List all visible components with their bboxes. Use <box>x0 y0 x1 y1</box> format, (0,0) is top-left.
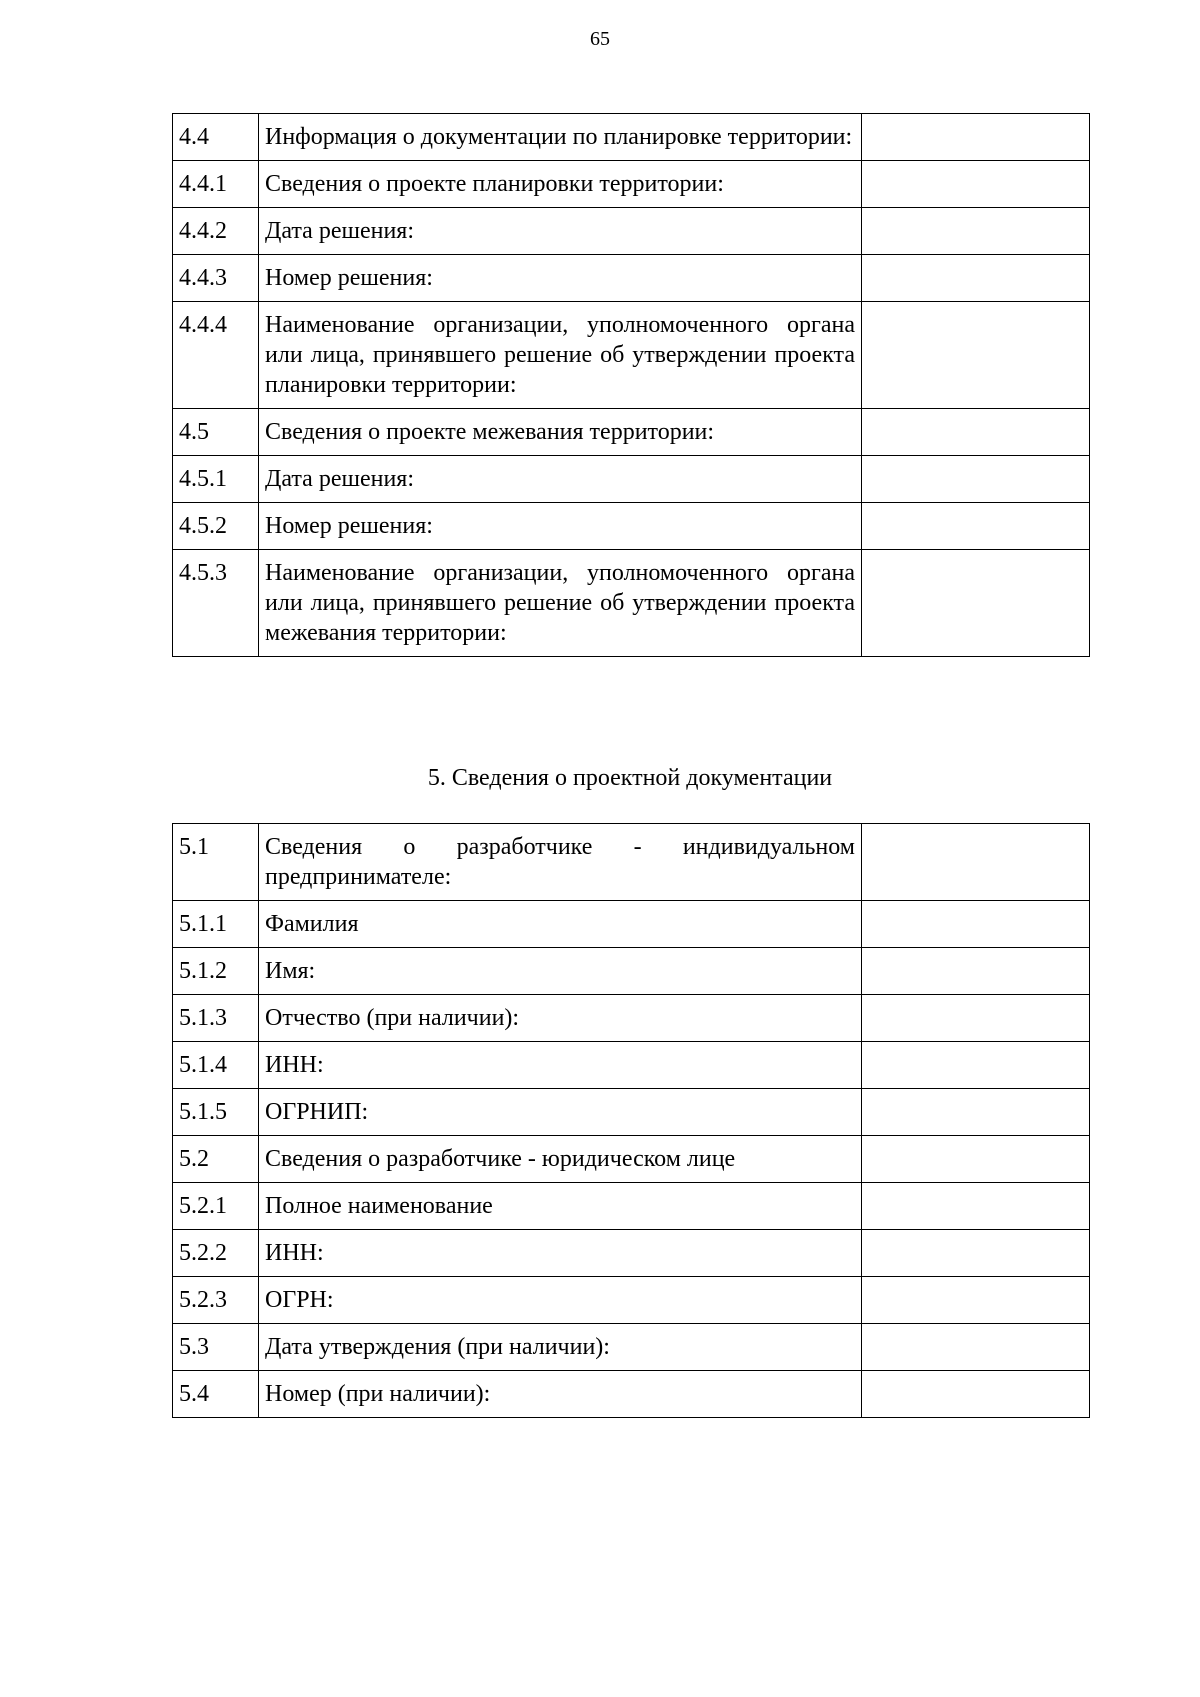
row-number: 4.4 <box>173 114 259 161</box>
row-value-cell[interactable] <box>862 550 1090 657</box>
row-number: 4.5 <box>173 409 259 456</box>
table-row <box>173 1042 1090 1089</box>
table-row <box>173 550 1090 657</box>
row-label: Сведения о проекте межевания территории: <box>259 409 862 456</box>
row-value-cell[interactable] <box>862 1324 1090 1371</box>
project-documentation-table-body <box>173 824 1090 1418</box>
row-label: ОГРНИП: <box>259 1089 862 1136</box>
row-label: ИНН: <box>259 1042 862 1089</box>
table-row <box>173 503 1090 550</box>
table-row <box>173 948 1090 995</box>
table-row <box>173 409 1090 456</box>
row-value-cell[interactable] <box>862 1230 1090 1277</box>
table-row <box>173 901 1090 948</box>
row-number: 4.5.3 <box>173 550 259 657</box>
row-number: 5.1.1 <box>173 901 259 948</box>
row-value-cell[interactable] <box>862 948 1090 995</box>
row-number: 5.1.2 <box>173 948 259 995</box>
row-number: 5.2.2 <box>173 1230 259 1277</box>
row-number: 5.1.5 <box>173 1089 259 1136</box>
row-label: Имя: <box>259 948 862 995</box>
row-label: Номер (при наличии): <box>259 1371 862 1418</box>
row-number: 4.4.1 <box>173 161 259 208</box>
row-label: Сведения о проекте планировки территории: <box>259 161 862 208</box>
territory-planning-table-body <box>173 114 1090 657</box>
row-label: Номер решения: <box>259 503 862 550</box>
territory-planning-table <box>172 113 1090 657</box>
row-value-cell[interactable] <box>862 1136 1090 1183</box>
row-label: Отчество (при наличии): <box>259 995 862 1042</box>
table-row <box>173 114 1090 161</box>
row-number: 5.2.1 <box>173 1183 259 1230</box>
table-row <box>173 302 1090 409</box>
table-row <box>173 1136 1090 1183</box>
row-label: Полное наименование <box>259 1183 862 1230</box>
row-number: 5.3 <box>173 1324 259 1371</box>
table-row <box>173 1371 1090 1418</box>
row-label: Наименование организации, уполномоченного органа или лица, принявшего решение об утверждении проекта межевания территории: <box>259 550 862 657</box>
page-number: 65 <box>590 28 610 50</box>
row-label: ИНН: <box>259 1230 862 1277</box>
table-row <box>173 255 1090 302</box>
table-row <box>173 1324 1090 1371</box>
row-value-cell[interactable] <box>862 1089 1090 1136</box>
table-row <box>173 1277 1090 1324</box>
table-row <box>173 456 1090 503</box>
row-value-cell[interactable] <box>862 1183 1090 1230</box>
table-row <box>173 1089 1090 1136</box>
row-label: ОГРН: <box>259 1277 862 1324</box>
row-number: 4.5.1 <box>173 456 259 503</box>
row-number: 5.2.3 <box>173 1277 259 1324</box>
row-value-cell[interactable] <box>862 161 1090 208</box>
row-number: 4.4.2 <box>173 208 259 255</box>
row-number: 5.4 <box>173 1371 259 1418</box>
section-5-heading: 5. Сведения о проектной документации <box>427 765 833 791</box>
table-row <box>173 1230 1090 1277</box>
row-label: Фамилия <box>259 901 862 948</box>
row-value-cell[interactable] <box>862 995 1090 1042</box>
table-row <box>173 824 1090 901</box>
row-label: Наименование организации, уполномоченного органа или лица, принявшего решение об утверждении проекта планировки территории: <box>259 302 862 409</box>
row-value-cell[interactable] <box>862 1371 1090 1418</box>
row-value-cell[interactable] <box>862 1277 1090 1324</box>
row-label: Дата решения: <box>259 456 862 503</box>
project-documentation-table <box>172 823 1090 1418</box>
row-label: Номер решения: <box>259 255 862 302</box>
row-value-cell[interactable] <box>862 503 1090 550</box>
row-value-cell[interactable] <box>862 1042 1090 1089</box>
table-row <box>173 995 1090 1042</box>
table-row <box>173 161 1090 208</box>
row-value-cell[interactable] <box>862 409 1090 456</box>
row-value-cell[interactable] <box>862 456 1090 503</box>
row-value-cell[interactable] <box>862 901 1090 948</box>
row-number: 5.1.3 <box>173 995 259 1042</box>
table-row <box>173 1183 1090 1230</box>
row-number: 4.5.2 <box>173 503 259 550</box>
row-value-cell[interactable] <box>862 302 1090 409</box>
row-number: 5.1 <box>173 824 259 901</box>
table-row <box>173 208 1090 255</box>
row-value-cell[interactable] <box>862 255 1090 302</box>
row-number: 4.4.3 <box>173 255 259 302</box>
row-number: 5.1.4 <box>173 1042 259 1089</box>
row-number: 4.4.4 <box>173 302 259 409</box>
row-value-cell[interactable] <box>862 114 1090 161</box>
row-label: Сведения о разработчике - юридическом лице <box>259 1136 862 1183</box>
row-label: Сведения о разработчике - индивидуальном предпринимателе: <box>259 824 862 901</box>
row-label: Дата решения: <box>259 208 862 255</box>
row-value-cell[interactable] <box>862 824 1090 901</box>
row-number: 5.2 <box>173 1136 259 1183</box>
row-label: Информация о документации по планировке территории: <box>259 114 862 161</box>
row-value-cell[interactable] <box>862 208 1090 255</box>
row-label: Дата утверждения (при наличии): <box>259 1324 862 1371</box>
